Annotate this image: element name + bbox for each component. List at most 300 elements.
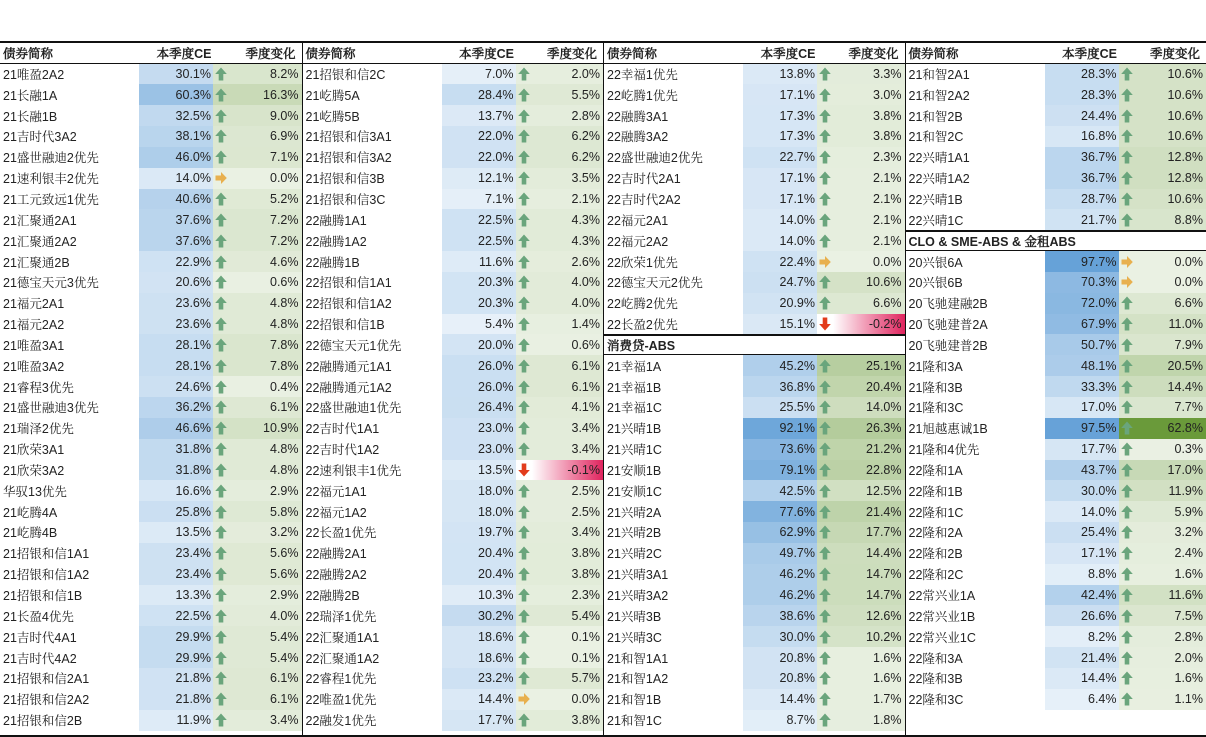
ce-value: 13.7% xyxy=(442,105,516,126)
table-row xyxy=(303,209,604,230)
change-value: 4.0% xyxy=(532,293,604,314)
change-value: 14.7% xyxy=(833,564,905,585)
bond-name: 20飞驰建融2B xyxy=(908,297,988,312)
arrow-up-icon xyxy=(516,168,532,189)
arrow-right-icon xyxy=(1119,272,1135,293)
ce-value: 25.8% xyxy=(139,501,213,522)
arrow-up-icon xyxy=(213,585,229,606)
change-value: 21.2% xyxy=(833,439,905,460)
arrow-up-icon xyxy=(516,189,532,210)
arrow-down-icon xyxy=(516,460,532,481)
change-value: 2.3% xyxy=(833,147,905,168)
bond-name: 22融腾通元1A2 xyxy=(305,380,392,395)
table-row xyxy=(303,626,604,647)
arrow-up-icon xyxy=(1119,355,1135,376)
change-value: 5.6% xyxy=(229,543,302,564)
bond-name: 22隆和2A xyxy=(908,526,963,541)
change-value: 4.1% xyxy=(532,397,604,418)
bond-name: 22福元2A1 xyxy=(607,213,669,228)
ce-value: 14.0% xyxy=(139,168,213,189)
change-value: 7.2% xyxy=(229,230,302,251)
arrow-up-icon xyxy=(516,605,532,626)
change-value: 2.8% xyxy=(1135,626,1206,647)
arrow-up-icon xyxy=(213,626,229,647)
table-row xyxy=(0,522,302,543)
table-row xyxy=(906,376,1206,397)
ce-value: 22.5% xyxy=(442,209,516,230)
table-row xyxy=(906,189,1206,210)
arrow-up-icon xyxy=(213,147,229,168)
table-row xyxy=(0,84,302,105)
ce-value: 17.7% xyxy=(1045,439,1119,460)
change-value: 4.0% xyxy=(229,605,302,626)
table-row xyxy=(0,189,302,210)
bond-name: 21屹腾4A xyxy=(3,505,58,520)
section-header xyxy=(604,334,905,355)
ce-value: 40.6% xyxy=(139,189,213,210)
ce-value: 17.1% xyxy=(743,168,817,189)
bond-name: 21和智2B xyxy=(908,109,963,124)
arrow-up-icon xyxy=(1119,397,1135,418)
bond-name: 21和智2A1 xyxy=(908,67,970,82)
table-row xyxy=(906,439,1206,460)
arrow-up-icon xyxy=(516,480,532,501)
ce-value: 30.1% xyxy=(139,64,213,85)
arrow-up-icon xyxy=(1119,564,1135,585)
bond-name: 21屹腾5B xyxy=(305,109,360,124)
table-block xyxy=(302,43,604,735)
table-row xyxy=(906,647,1206,668)
bond-name: 21长融1A xyxy=(3,88,58,103)
bond-name: 22招银和信1A2 xyxy=(305,297,392,312)
bond-name: 21和智1A1 xyxy=(607,651,669,666)
ce-value: 22.5% xyxy=(139,605,213,626)
arrow-up-icon xyxy=(213,689,229,710)
change-value: 7.1% xyxy=(229,147,302,168)
ce-value: 13.8% xyxy=(743,64,817,85)
ce-value: 22.5% xyxy=(442,230,516,251)
ce-value: 23.2% xyxy=(442,668,516,689)
arrow-up-icon xyxy=(817,564,833,585)
change-value: 3.8% xyxy=(532,710,604,731)
bond-name: 21隆和4优先 xyxy=(908,443,980,458)
table-row xyxy=(303,605,604,626)
change-value: 11.9% xyxy=(1135,480,1206,501)
table-row xyxy=(906,460,1206,481)
ce-value: 18.0% xyxy=(442,501,516,522)
table-row xyxy=(906,126,1206,147)
bond-name: 22德宝天元2优先 xyxy=(607,276,703,291)
table-row xyxy=(0,126,302,147)
table-row xyxy=(303,564,604,585)
arrow-up-icon xyxy=(1119,418,1135,439)
ce-value: 23.6% xyxy=(139,293,213,314)
ce-value: 17.3% xyxy=(743,105,817,126)
change-value: 4.6% xyxy=(229,251,302,272)
bond-name: 21兴晴1C xyxy=(607,443,662,458)
arrow-right-icon xyxy=(516,689,532,710)
bond-name: 22兴晴1C xyxy=(908,213,964,228)
change-value: 1.1% xyxy=(1135,689,1206,710)
table-row xyxy=(604,147,905,168)
ce-value: 24.4% xyxy=(1045,105,1119,126)
change-value: 9.0% xyxy=(229,105,302,126)
table-row xyxy=(303,230,604,251)
change-value: 17.7% xyxy=(833,522,905,543)
change-value: 5.4% xyxy=(229,647,302,668)
col-header-change: 季度变化 xyxy=(1149,46,1200,61)
ce-value: 20.8% xyxy=(743,668,817,689)
table-row xyxy=(604,480,905,501)
change-value: 11.0% xyxy=(1135,314,1206,335)
table-row xyxy=(303,689,604,710)
bond-name: 21兴晴3A2 xyxy=(607,589,669,604)
change-value: 6.9% xyxy=(229,126,302,147)
table-row xyxy=(604,64,905,85)
bond-name: 22兴晴1A1 xyxy=(908,151,970,166)
table-row xyxy=(906,209,1206,230)
table-row xyxy=(906,105,1206,126)
bond-name: 22吉时代1A2 xyxy=(305,443,380,458)
change-value: 3.4% xyxy=(532,439,604,460)
arrow-right-icon xyxy=(213,168,229,189)
arrow-up-icon xyxy=(817,439,833,460)
section-title: 消费贷-ABS xyxy=(607,339,676,354)
bond-name: 22吉时代2A2 xyxy=(607,192,681,207)
ce-value: 17.1% xyxy=(743,84,817,105)
ce-value: 8.7% xyxy=(743,710,817,731)
table-row xyxy=(303,439,604,460)
change-value: 0.6% xyxy=(229,272,302,293)
arrow-up-icon xyxy=(516,376,532,397)
change-value: 1.7% xyxy=(833,689,905,710)
change-value: 14.7% xyxy=(833,585,905,606)
bond-name: 21和智1B xyxy=(607,693,662,708)
bond-name: 22融腾通元1A1 xyxy=(305,359,392,374)
ce-value: 5.4% xyxy=(442,314,516,335)
change-value: 3.8% xyxy=(833,126,905,147)
arrow-up-icon xyxy=(817,543,833,564)
change-value: 6.2% xyxy=(532,147,604,168)
arrow-up-icon xyxy=(1119,668,1135,689)
table-row xyxy=(303,480,604,501)
ce-value: 18.6% xyxy=(442,647,516,668)
change-value: 4.8% xyxy=(229,293,302,314)
ce-value: 20.3% xyxy=(442,293,516,314)
ce-value: 22.9% xyxy=(139,251,213,272)
ce-value: 46.2% xyxy=(743,585,817,606)
bond-name: 21兴晴2A xyxy=(607,505,662,520)
bond-name: 22常兴业1B xyxy=(908,609,976,624)
bond-name: 21兴晴3C xyxy=(607,630,662,645)
bond-name: 21兴晴2C xyxy=(607,547,662,562)
arrow-up-icon xyxy=(213,501,229,522)
arrow-up-icon xyxy=(1119,480,1135,501)
table-row xyxy=(0,355,302,376)
bond-name: 22融腾2B xyxy=(305,589,360,604)
change-value: 5.7% xyxy=(532,668,604,689)
table-row xyxy=(906,84,1206,105)
arrow-up-icon xyxy=(516,209,532,230)
bond-name: 22屹腾1优先 xyxy=(607,88,678,103)
arrow-up-icon xyxy=(1119,314,1135,335)
arrow-up-icon xyxy=(817,293,833,314)
bond-name: 21招银和信1B xyxy=(3,589,83,604)
bond-name: 22幸福1优先 xyxy=(607,67,678,82)
bond-name: 22常兴业1C xyxy=(908,630,976,645)
arrow-up-icon xyxy=(817,209,833,230)
bond-name: 22隆和3A xyxy=(908,651,963,666)
bond-name: 22融腾2A2 xyxy=(305,568,367,583)
change-value: 3.4% xyxy=(532,522,604,543)
change-value: 12.8% xyxy=(1135,168,1206,189)
change-value: 2.1% xyxy=(833,230,905,251)
bond-name: 22瑞泽1优先 xyxy=(305,609,377,624)
table-row xyxy=(906,272,1206,293)
bond-name: 21睿程3优先 xyxy=(3,380,74,395)
ce-value: 16.6% xyxy=(139,480,213,501)
table-row xyxy=(906,626,1206,647)
col-header-change: 季度变化 xyxy=(245,46,296,61)
ce-value: 50.7% xyxy=(1045,334,1119,355)
bond-name: 21吉时代4A2 xyxy=(3,651,77,666)
arrow-up-icon xyxy=(213,126,229,147)
bond-name: 22隆和3B xyxy=(908,672,963,687)
ce-value: 60.3% xyxy=(139,84,213,105)
ce-value: 7.1% xyxy=(442,189,516,210)
bond-name: 21汇聚通2A2 xyxy=(3,234,77,249)
arrow-up-icon xyxy=(1119,376,1135,397)
change-value: 4.8% xyxy=(229,439,302,460)
bond-name: 21长融1B xyxy=(3,109,58,124)
ce-value: 46.2% xyxy=(743,564,817,585)
bond-name: 21兴晴3B xyxy=(607,609,662,624)
bond-name: 22常兴业1A xyxy=(908,589,976,604)
ce-value: 38.6% xyxy=(743,605,817,626)
change-value: 14.0% xyxy=(833,397,905,418)
ce-value: 25.5% xyxy=(743,397,817,418)
ce-value: 20.4% xyxy=(442,543,516,564)
col-header-name: 债券简称 xyxy=(305,46,356,61)
bond-name: 21唯盈2A2 xyxy=(3,67,65,82)
change-value: 20.4% xyxy=(833,376,905,397)
table-row xyxy=(906,293,1206,314)
ce-value: 23.0% xyxy=(442,439,516,460)
bond-name: 21唯盈3A1 xyxy=(3,338,65,353)
arrow-up-icon xyxy=(817,501,833,522)
bond-name: 21招银和信2B xyxy=(3,714,83,729)
table-row xyxy=(0,105,302,126)
change-value: 7.9% xyxy=(1135,334,1206,355)
arrow-up-icon xyxy=(213,314,229,335)
change-value: 7.8% xyxy=(229,334,302,355)
arrow-up-icon xyxy=(817,585,833,606)
arrow-up-icon xyxy=(516,314,532,335)
change-value: 1.6% xyxy=(1135,564,1206,585)
arrow-up-icon xyxy=(213,105,229,126)
arrow-up-icon xyxy=(516,522,532,543)
ce-value: 11.6% xyxy=(442,251,516,272)
col-header-ce: 本季度CE xyxy=(1062,46,1117,61)
arrow-up-icon xyxy=(213,293,229,314)
arrow-up-icon xyxy=(213,189,229,210)
ce-value: 62.9% xyxy=(743,522,817,543)
bond-name: 21德宝天元3优先 xyxy=(3,276,99,291)
bond-name: 22隆和1A xyxy=(908,463,963,478)
bond-name: 21幸福1A xyxy=(607,359,662,374)
ce-value: 32.5% xyxy=(139,105,213,126)
arrow-up-icon xyxy=(1119,64,1135,85)
ce-value: 20.4% xyxy=(442,564,516,585)
bond-name: 22隆和2B xyxy=(908,547,963,562)
ce-value: 22.0% xyxy=(442,126,516,147)
table-row xyxy=(303,293,604,314)
change-value: 5.2% xyxy=(229,189,302,210)
ce-value: 23.4% xyxy=(139,564,213,585)
bond-name: 21和智2A2 xyxy=(908,88,970,103)
ce-value: 21.8% xyxy=(139,689,213,710)
change-value: 3.8% xyxy=(532,543,604,564)
ce-value: 38.1% xyxy=(139,126,213,147)
arrow-up-icon xyxy=(1119,105,1135,126)
change-value: 2.1% xyxy=(833,209,905,230)
arrow-up-icon xyxy=(516,230,532,251)
change-value: 3.0% xyxy=(833,84,905,105)
table-row xyxy=(0,626,302,647)
bond-name: 20兴银6A xyxy=(908,255,963,270)
ce-value: 21.8% xyxy=(139,668,213,689)
change-value: 2.0% xyxy=(532,64,604,85)
change-value: 0.0% xyxy=(229,168,302,189)
ce-value: 24.6% xyxy=(139,376,213,397)
change-value: 4.0% xyxy=(532,272,604,293)
ce-table xyxy=(0,41,1206,737)
change-value: 5.9% xyxy=(1135,501,1206,522)
arrow-up-icon xyxy=(817,64,833,85)
change-value: 3.3% xyxy=(833,64,905,85)
change-value: 5.8% xyxy=(229,501,302,522)
arrow-up-icon xyxy=(817,126,833,147)
change-value: 2.0% xyxy=(1135,647,1206,668)
change-value: -0.2% xyxy=(833,314,905,335)
bond-name: 22融腾3A2 xyxy=(607,130,669,145)
table-row xyxy=(604,668,905,689)
arrow-up-icon xyxy=(817,647,833,668)
ce-value: 18.6% xyxy=(442,626,516,647)
table-row xyxy=(0,251,302,272)
table-row xyxy=(303,105,604,126)
arrow-up-icon xyxy=(1119,585,1135,606)
bond-name: 21幸福1B xyxy=(607,380,662,395)
arrow-up-icon xyxy=(817,84,833,105)
table-row xyxy=(303,418,604,439)
ce-value: 17.7% xyxy=(442,710,516,731)
table-row xyxy=(303,64,604,85)
change-value: 17.0% xyxy=(1135,460,1206,481)
table-row xyxy=(0,501,302,522)
ce-value: 6.4% xyxy=(1045,689,1119,710)
ce-value: 12.1% xyxy=(442,168,516,189)
table-row xyxy=(303,585,604,606)
arrow-up-icon xyxy=(1119,84,1135,105)
ce-value: 22.7% xyxy=(743,147,817,168)
table-row xyxy=(303,501,604,522)
table-row xyxy=(604,439,905,460)
bond-name: 21屹腾5A xyxy=(305,88,360,103)
arrow-up-icon xyxy=(1119,126,1135,147)
change-value: 2.6% xyxy=(532,251,604,272)
bond-name: 21屹腾4B xyxy=(3,526,58,541)
table-row xyxy=(303,334,604,355)
table-row xyxy=(303,460,604,481)
change-value: 2.1% xyxy=(833,168,905,189)
table-row xyxy=(303,314,604,335)
ce-value: 7.0% xyxy=(442,64,516,85)
arrow-up-icon xyxy=(817,168,833,189)
table-row xyxy=(604,230,905,251)
change-value: 12.8% xyxy=(1135,147,1206,168)
bond-name: 22融腾1A2 xyxy=(305,234,367,249)
change-value: 21.4% xyxy=(833,501,905,522)
ce-value: 17.1% xyxy=(1045,543,1119,564)
table-block xyxy=(905,43,1206,735)
bond-name: 21唯盈3A2 xyxy=(3,359,65,374)
bond-name: 22招银和信1B xyxy=(305,318,385,333)
arrow-up-icon xyxy=(213,251,229,272)
bond-name: 22汇聚通1A1 xyxy=(305,630,380,645)
ce-value: 30.2% xyxy=(442,605,516,626)
arrow-right-icon xyxy=(817,251,833,272)
ce-value: 20.3% xyxy=(442,272,516,293)
bond-name: 22欣荣1优先 xyxy=(607,255,678,270)
change-value: 1.8% xyxy=(833,710,905,731)
ce-value: 37.6% xyxy=(139,209,213,230)
ce-value: 46.0% xyxy=(139,147,213,168)
ce-value: 28.4% xyxy=(442,84,516,105)
section-title: CLO & SME-ABS & 金租ABS xyxy=(908,235,1076,250)
table-row xyxy=(906,480,1206,501)
bond-name: 21和智2C xyxy=(908,130,964,145)
ce-value: 97.5% xyxy=(1045,418,1119,439)
bond-name: 22融腾3A1 xyxy=(607,109,669,124)
ce-value: 13.5% xyxy=(139,522,213,543)
col-header-change: 季度变化 xyxy=(546,46,597,61)
ce-value: 49.7% xyxy=(743,543,817,564)
ce-value: 20.9% xyxy=(743,293,817,314)
change-value: 12.5% xyxy=(833,480,905,501)
bond-name: 22福元1A2 xyxy=(305,505,367,520)
table-row xyxy=(604,251,905,272)
table-row xyxy=(303,647,604,668)
arrow-up-icon xyxy=(516,543,532,564)
bond-name: 21招银和信2C xyxy=(305,67,386,82)
arrow-up-icon xyxy=(817,418,833,439)
change-value: 26.3% xyxy=(833,418,905,439)
arrow-up-icon xyxy=(1119,209,1135,230)
table-row xyxy=(0,397,302,418)
change-value: 10.6% xyxy=(1135,126,1206,147)
table-row xyxy=(604,543,905,564)
arrow-up-icon xyxy=(516,626,532,647)
change-value: 6.1% xyxy=(229,397,302,418)
ce-value: 77.6% xyxy=(743,501,817,522)
table-row xyxy=(604,397,905,418)
ce-value: 14.4% xyxy=(1045,668,1119,689)
arrow-up-icon xyxy=(817,605,833,626)
table-row xyxy=(0,585,302,606)
arrow-up-icon xyxy=(516,418,532,439)
bond-name: 21汇聚通2A1 xyxy=(3,213,77,228)
